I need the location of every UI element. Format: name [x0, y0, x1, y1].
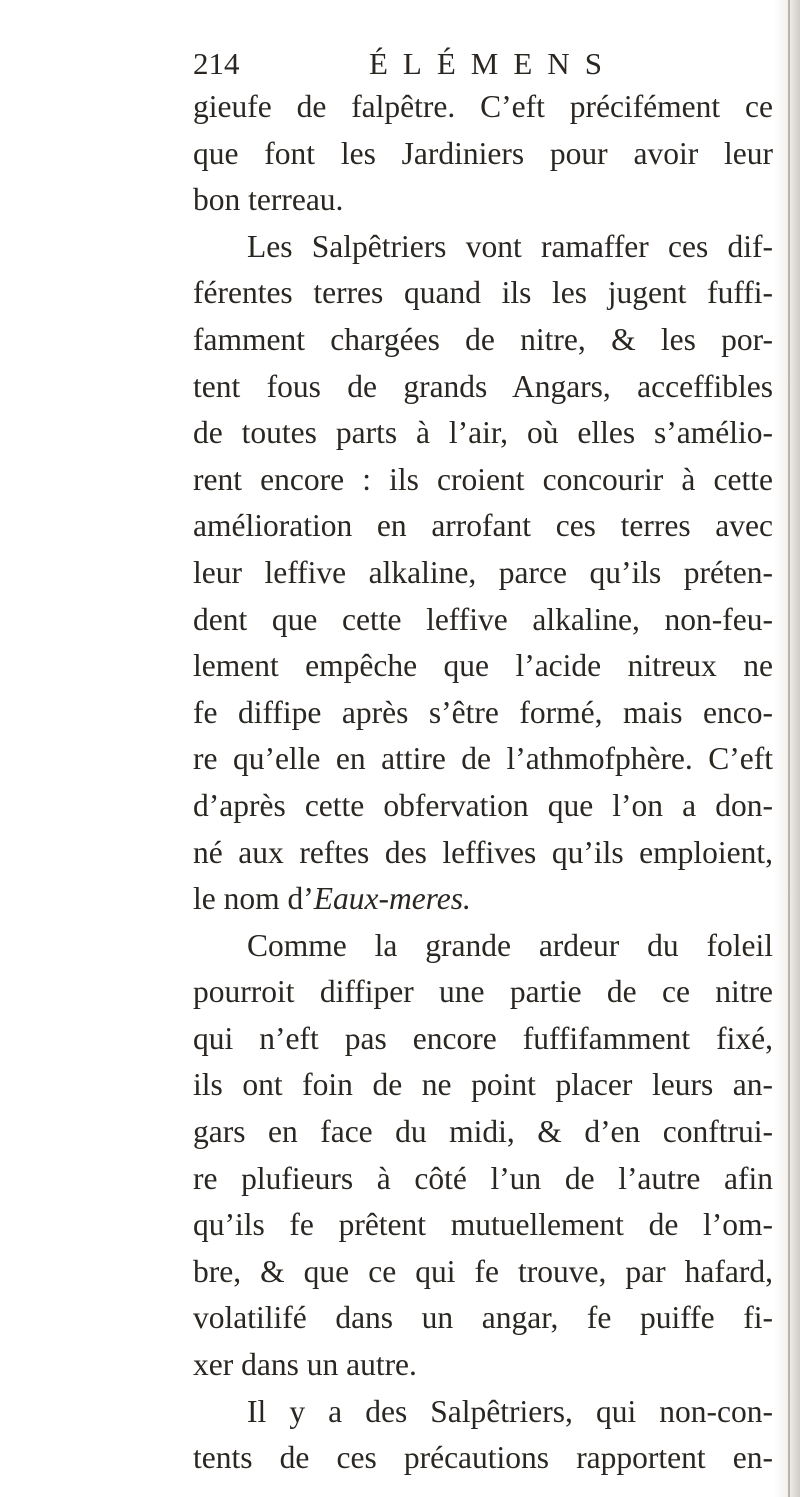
page-header	[193, 42, 783, 86]
text-line: famment chargées de nitre, & les por-	[193, 321, 773, 357]
text-line: férentes terres quand ils les jugent fuffi-	[193, 275, 773, 311]
text-line: amélioration en arrofant ces terres avec	[193, 508, 773, 544]
paragraph-start-line: Il y a des Salpêtriers, qui non-con-	[247, 1393, 773, 1429]
text-line: lement empêche que l’acide nitreux ne	[193, 648, 773, 684]
text-line: re plufieurs à côté l’un de l’autre afin	[193, 1160, 773, 1196]
page-edge-line	[788, 0, 790, 1497]
paragraph-start-line: Les Salpêtriers vont ramaffer ces dif-	[247, 228, 773, 264]
text-line: qui n’eft pas encore fuffifamment fixé,	[193, 1020, 773, 1056]
text-line: gars en face du midi, & d’en conftrui-	[193, 1114, 773, 1150]
text-line: tent fous de grands Angars, acceffibles	[193, 368, 773, 404]
text-line: rent encore : ils croient concourir à cette	[193, 461, 773, 497]
text-line: bon terreau.	[193, 182, 344, 218]
page-number: 214	[193, 46, 240, 81]
text-line: né aux reftes des leffives qu’ils emploient,	[193, 834, 773, 870]
page-gutter-shadow	[774, 0, 800, 1497]
text-line: pourroit diffiper une partie de ce nitre	[193, 974, 773, 1010]
text-line: bre, & que ce qui fe trouve, par hafard,	[193, 1253, 773, 1289]
text-line: d’après cette obfervation que l’on a don-	[193, 787, 773, 823]
text-line: tents de ces précautions rapportent en-	[193, 1440, 773, 1476]
text-line: volatilifé dans un angar, fe puiffe fi-	[193, 1300, 773, 1336]
running-title: ÉLÉMENS	[369, 46, 617, 81]
body-text	[193, 84, 773, 1482]
text-line	[193, 876, 773, 923]
text-line: fe diffipe après s’être formé, mais enco-	[193, 694, 773, 730]
text-line: ils ont foin de ne point placer leurs an-	[193, 1067, 773, 1103]
text-line: que font les Jardiniers pour avoir leur	[193, 135, 773, 171]
italic-term: Eaux-meres.	[313, 881, 471, 917]
text-fragment: le nom d’	[193, 881, 314, 917]
paragraph-start-line: Comme la grande ardeur du foleil	[247, 927, 773, 963]
text-line: xer dans un autre.	[193, 1347, 417, 1383]
text-line: leur leffive alkaline, parce qu’ils préten-	[193, 554, 773, 590]
text-line: dent que cette leffive alkaline, non-feu-	[193, 601, 773, 637]
text-line: qu’ils fe prêtent mutuellement de l’om-	[193, 1207, 773, 1243]
text-line: gieufe de falpêtre. C’eft précifément ce	[193, 89, 773, 124]
text-line: re qu’elle en attire de l’athmofphère. C’eft	[193, 741, 773, 777]
text-line: de toutes parts à l’air, où elles s’amélio-	[193, 415, 773, 451]
